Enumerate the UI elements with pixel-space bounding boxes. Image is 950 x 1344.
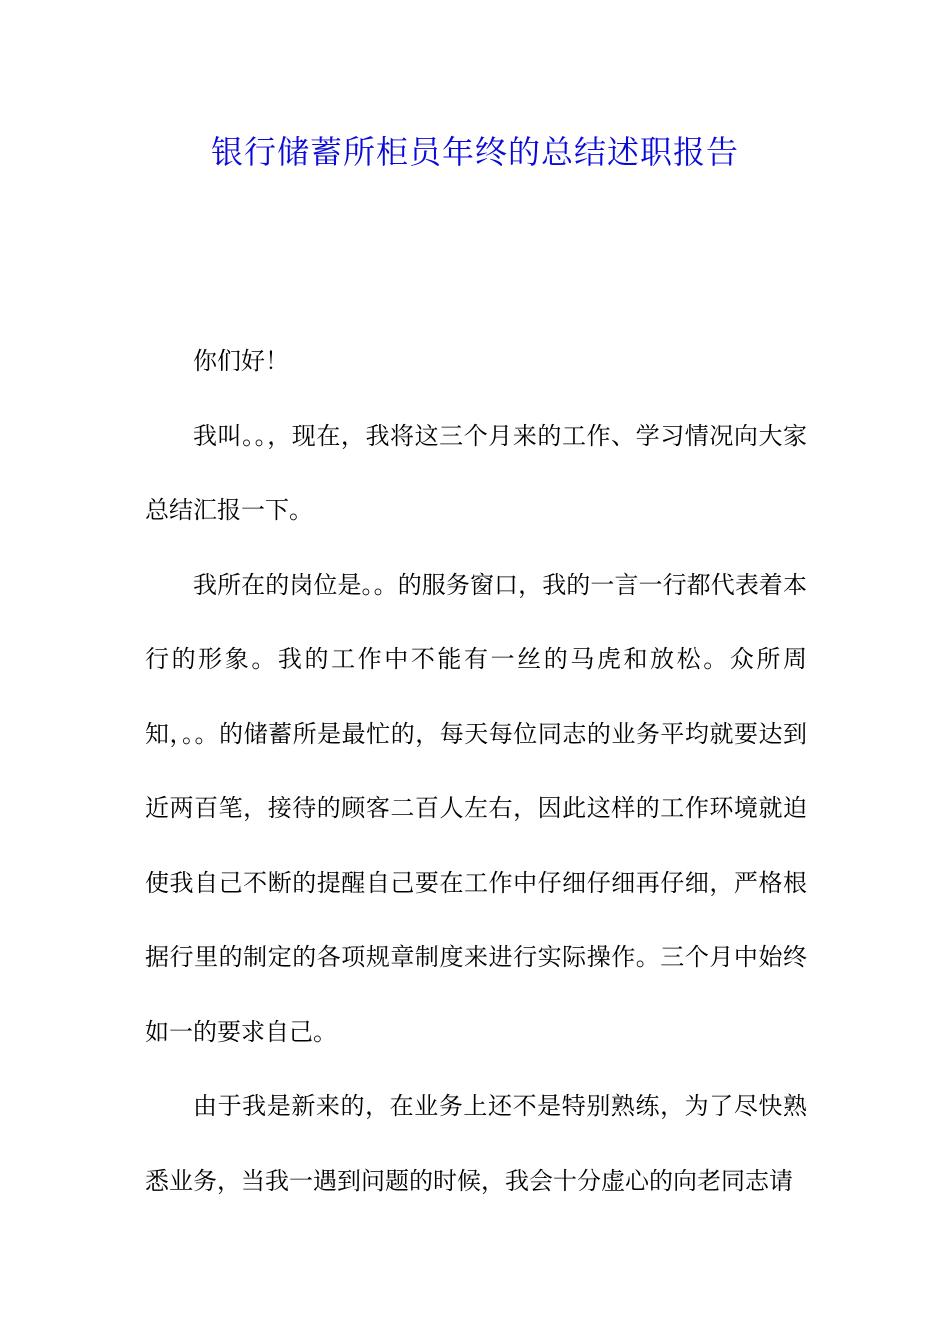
paragraph-greeting: 你们好！ [193,347,289,375]
document-title: 银行储蓄所柜员年终的总结述职报告 [210,133,739,171]
paragraph-introduction: 我叫。。，现在，我将这三个月来的工作、学习情况向大家总结汇报一下。 [145,421,807,524]
paragraph-position: 我所在的岗位是。。的服务窗口，我的一言一行都代表着本行的形象。我的工作中不能有一丝的马虎和放松。众所周知，。。的储蓄所是最忙的，每天每位同志的业务平均就要达到近两百笔，接待的顾客二百人左右，因此这样的工作环境就迫使我自己不断的提醒自己要在工作中仔细仔细再仔细，严格根据行里的制定的各项规章制度来进行实际操作。三个月中始终如一的要求自己。 [145,570,807,1046]
paragraph-learning: 由于我是新来的，在业务上还不是特别熟练，为了尽快熟悉业务，当我一遇到问题的时候，我会十分虚心的向老同志请 [145,1092,807,1195]
document-body [145,324,807,1218]
